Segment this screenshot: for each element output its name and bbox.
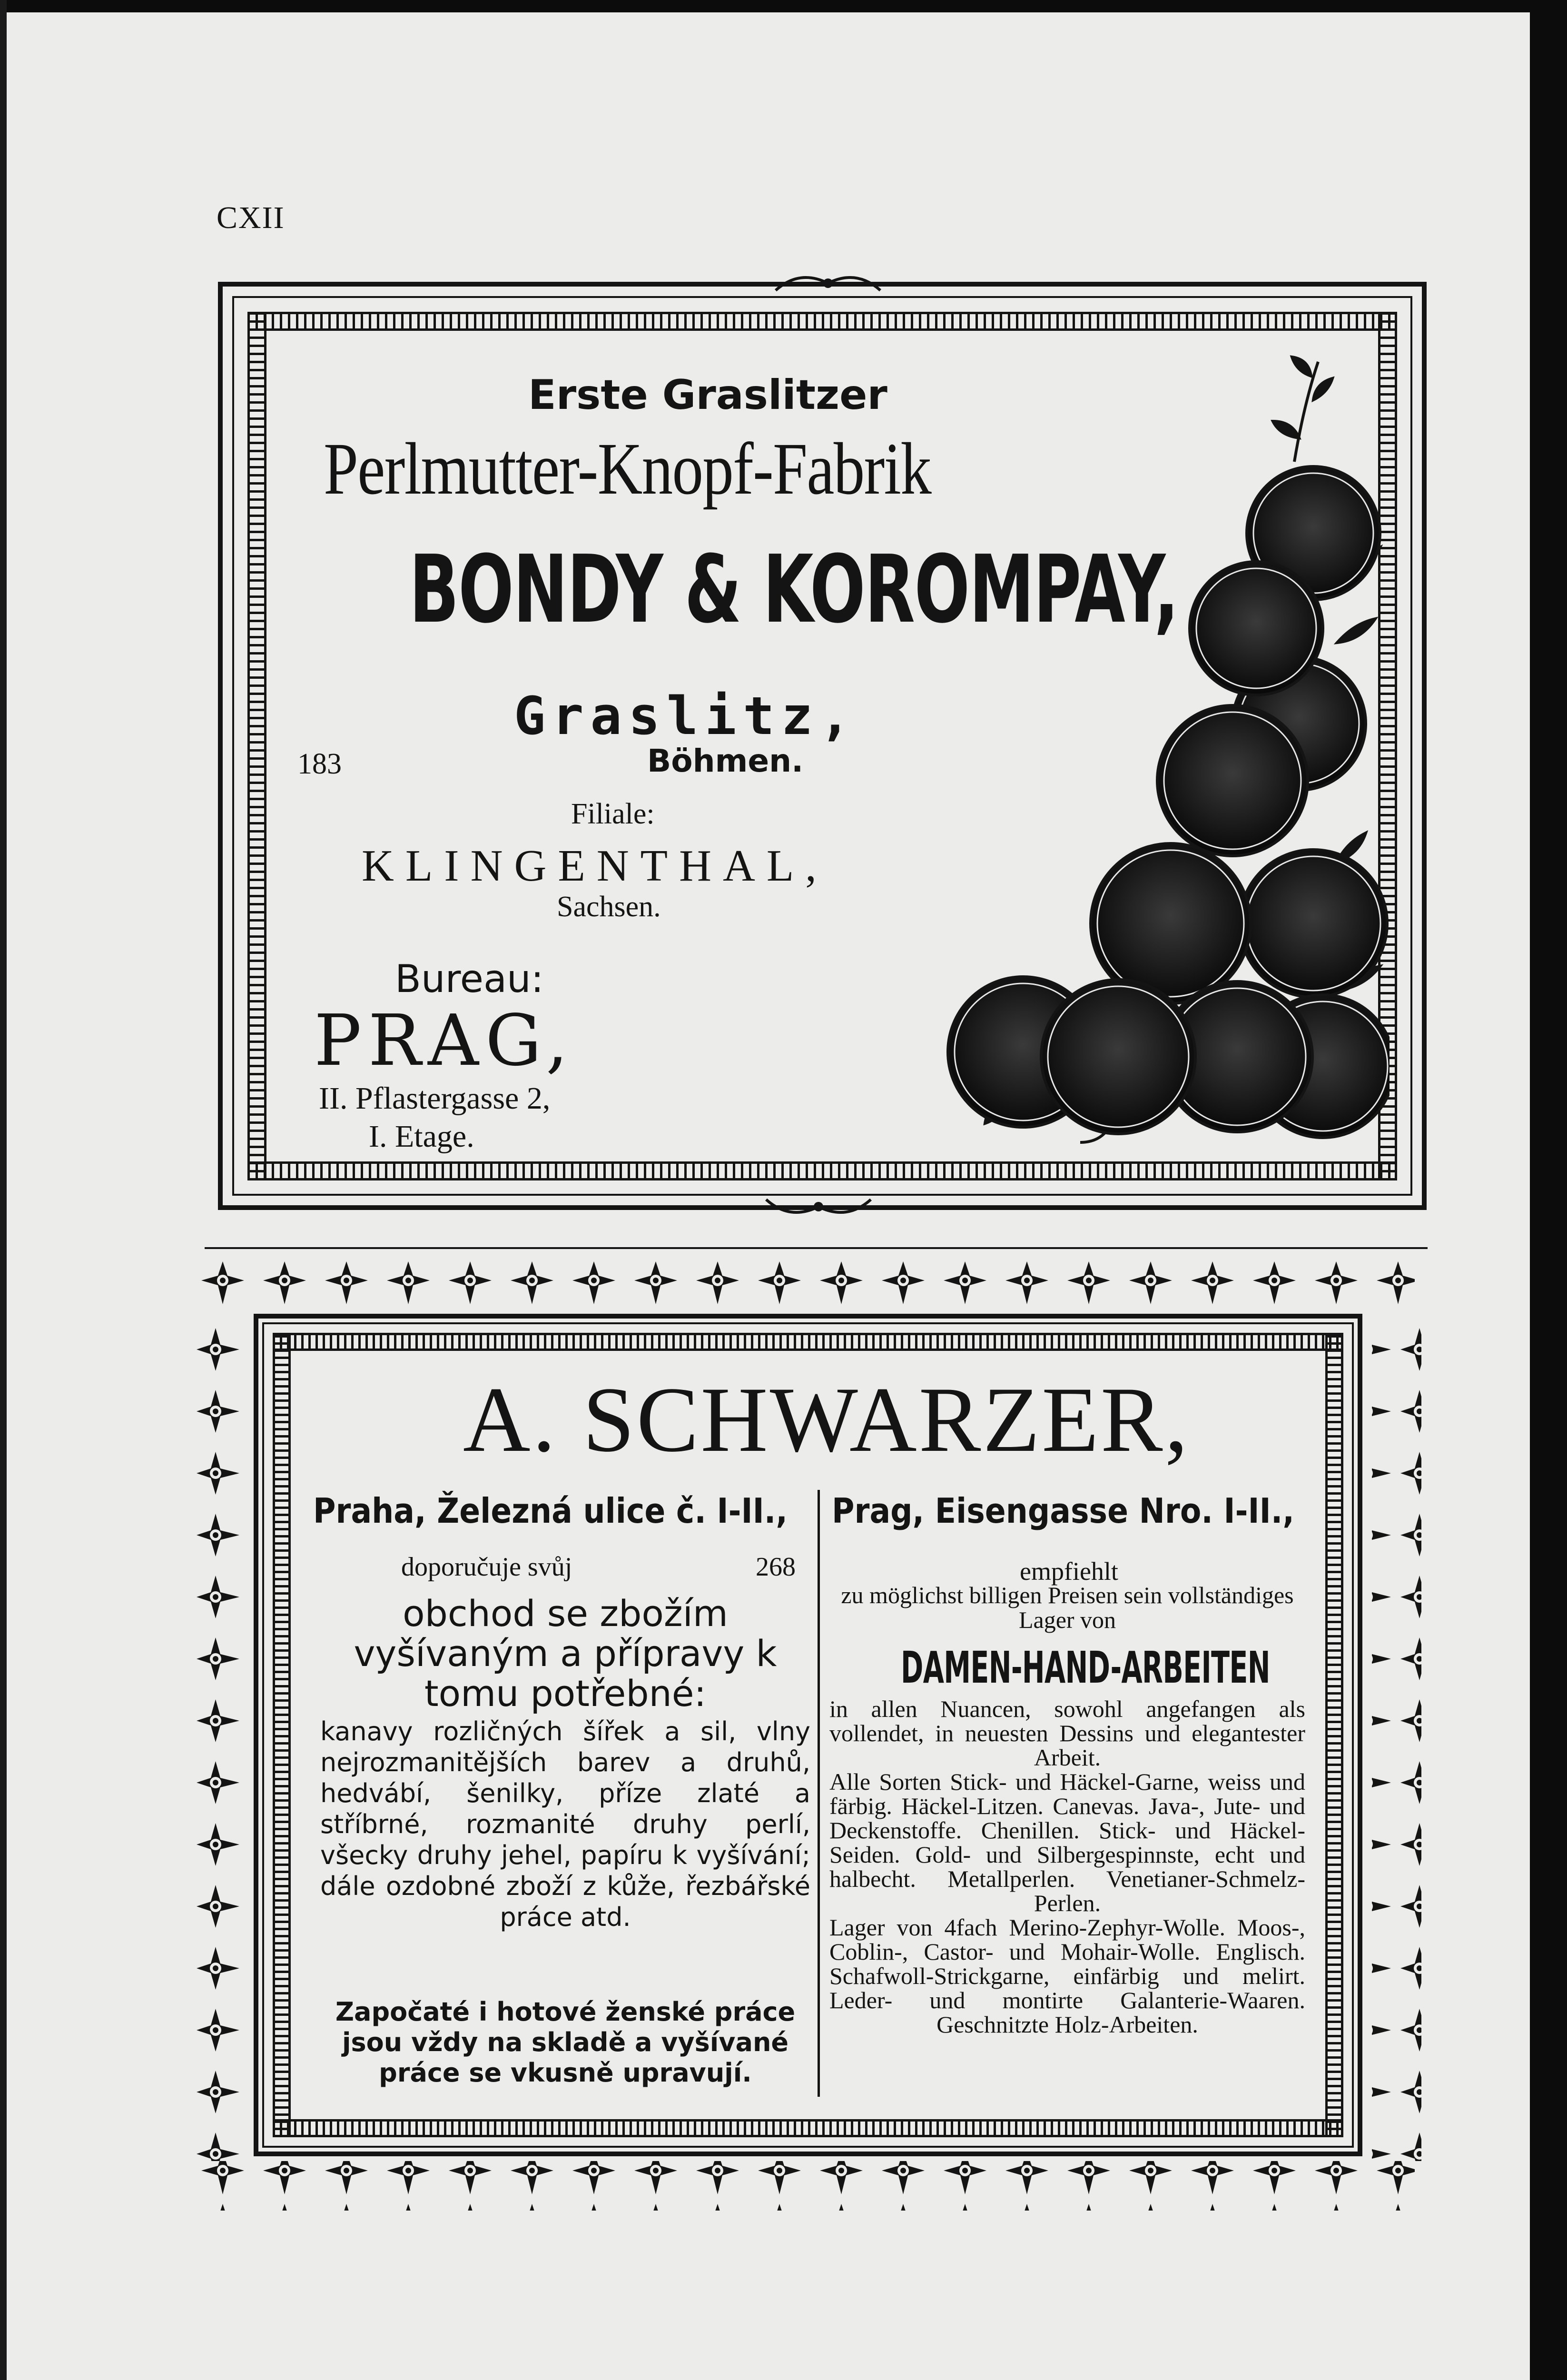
ad2-czech-lead: obchod se zbožím vyšívaným a přípravy k tomu potřebné: [354, 1592, 777, 1715]
ad2-german-intro: zu möglichst billigen Preisen sein vollständiges Lager von [841, 1582, 1294, 1633]
ad1-company-name: BONDY & KOROMPAY, [409, 536, 1179, 644]
ad1-rule-left [247, 312, 266, 1180]
ad1-bottom-ornament [761, 1190, 876, 1223]
ad1-branch-label: Filiale: [571, 798, 655, 830]
ad1-ad-number: 183 [297, 748, 342, 780]
ad1-rule-top [247, 312, 1397, 331]
scan-border-left [0, 0, 7, 2380]
ad1-city: Graslitz, [514, 685, 858, 746]
ad1-top-ornament [771, 267, 885, 300]
ad2-german-paragraph-2: Alle Sorten Stick- und Häckel-Garne, weiss und färbig. Häckel-Litzen. Canevas. Java-, Jute- und Deckenstoffe. Chenillen. Stick- und Häckel-Seiden. Gold- und Silbergespinnste, echt und halbecht. Metallperlen. Venetianer-Schmelz-Perlen. [829, 1768, 1305, 1916]
ad1-bureau-label: Bureau: [395, 957, 544, 1001]
ad2-czech-recommends: doporučuje svůj [401, 1552, 572, 1582]
ad1-region: Böhmen. [647, 743, 804, 779]
ad2-german-paragraph-3: Lager von 4fach Merino-Zephyr-Wolle. Moos-, Coblin-, Castor- und Mohair-Wolle. Englisch. Schafwoll-Strickgarne, einfärbig und melirt. Leder- und montirte Galanterie-Waaren. Geschnitzte Holz-Arbeiten. [829, 1914, 1305, 2038]
ad2-german-paragraph-1: in allen Nuancen, sowohl angefangen als vollendet, in neuesten Dessins und elegantester Arbeit. [829, 1696, 1305, 1771]
ad2-german-product: DAMEN-HAND-ARBEITEN [901, 1642, 1270, 1693]
ad2-rule-top [273, 1333, 1343, 1351]
ad1-branch-region: Sachsen. [557, 891, 661, 923]
ad2-czech-heading: Praha, Železná ulice č. I-II., [313, 1491, 788, 1531]
ad2-rule-bottom [273, 2119, 1343, 2137]
ad1-bureau-city: PRAG, [314, 1000, 575, 1081]
ad2-company-title: A. SCHWARZER, [463, 1368, 1190, 1471]
ad1-line2: Perlmutter-Knopf-Fabrik [324, 427, 931, 510]
ad1-branch-city: KLINGENTHAL, [362, 841, 828, 891]
ad2-german-body [829, 1697, 1305, 2037]
scan-border-right [1530, 0, 1567, 2380]
column-divider [818, 1490, 820, 2097]
ad1-address-line2: I. Etage. [369, 1119, 474, 1154]
pearl-buttons-illustration [923, 333, 1390, 1152]
ad2-rule-right [1325, 1333, 1343, 2137]
ad1-address-line1: II. Pflastergasse 2, [319, 1081, 551, 1116]
ad2-czech-closing: Započaté i hotové ženské práce jsou vždy na skladě a vyšívané práce se vkusně upravují. [335, 1997, 796, 2088]
ad1-line1: Erste Graslitzer [528, 371, 887, 419]
ad2-ad-number: 268 [756, 1552, 796, 1582]
scan-border-top [0, 0, 1567, 12]
ad2-rule-left [273, 1333, 291, 2137]
ad2-german-recommends: empfiehlt [1020, 1557, 1118, 1586]
ad-separator [205, 1247, 1428, 1249]
ad2-german-heading: Prag, Eisengasse Nro. I-II., [832, 1491, 1294, 1531]
schwarzer-advertisement [192, 1257, 1424, 2216]
ad2-czech-body: kanavy rozličných šířek a sil, vlny nejrozmanitějších barev a druhů, hedvábí, šenilky, příze zlaté a stříbrné, rozmanité druhy perlí, všecky druhy jehel, papíru k vyšívání; dále ozdobné zboží z kůže, řezbářské práce atd. [320, 1716, 810, 1932]
page-number: CXII [217, 200, 285, 235]
